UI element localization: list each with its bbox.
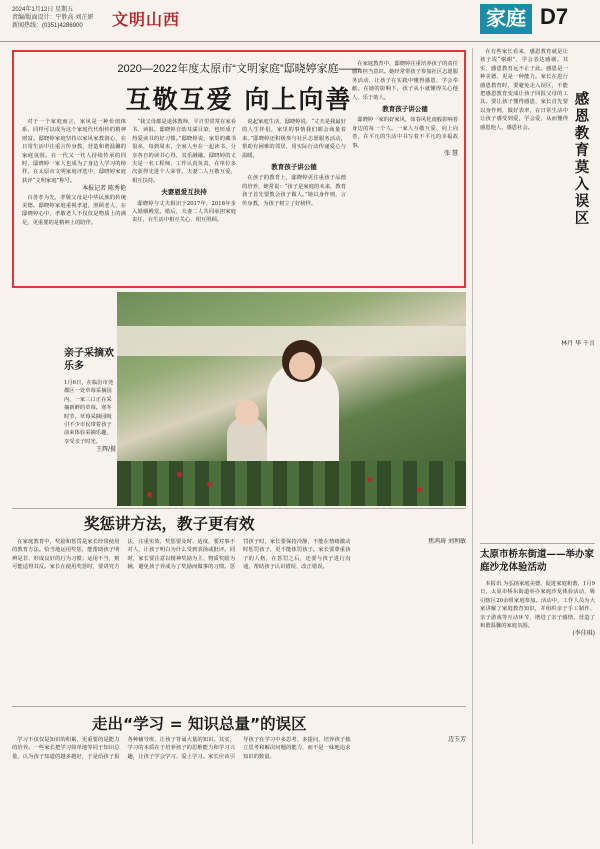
header-date: 2024年1月12日 星期五 [12,7,74,13]
photo-caption-title: 亲子采摘欢乐多 [64,348,114,372]
story3-body [12,736,466,844]
photo-credit: 王辉/摄 [95,446,116,454]
divider [480,543,595,544]
header-info [12,6,93,30]
child-face [235,400,259,426]
story1-lead: 对于一个家庭而言，家风是一种价值体系，同样可以成为这个家庭代代相传的精神财富。邸晓婷家庭坚持以家风家教润心，在日常生活中注重言传身教，营造和谐温馨的家庭氛围。在一代又一代人持续传承的同时，邸晓婷一家人也成为了身边人学习的榜样。在太原市文明家庭评选中，邸晓婷家庭获评“文明家庭”称号。 [22,119,126,184]
strawberry [417,487,422,492]
story2-headline: 奖惩讲方法，教子更有效 [84,515,255,533]
story1-column-2 [132,118,236,284]
story1-subhead: 教育孩子讲公德 [271,163,317,172]
right-story2-body [480,580,595,842]
strawberry [177,472,182,477]
story1-para: 百善孝为先，孝敬父母是中华民族的传统美德。邸晓婷家庭重视孝道，照顾老人，在邸晓婷心中，孝敬老人不仅仅是物质上的满足，更重要的是精神上的陪伴。 [22,194,126,226]
story3-headline: 走出“学习 = 知识总量”的误区 [92,715,307,733]
mother-face [289,352,315,380]
story1-para: 说起家庭生活，邸晓婷说，“丈夫是我最好的人生伴侣，家里的事情我们都会商量着来。”邸晓婷还积极参与社区志愿服务活动，帮助有困难的邻居，用实际行动传递爱心与温暖。 [242,119,346,159]
story3-author: 迈玉芳 [447,736,466,743]
story1-para: 在家庭教育中，邸晓婷注重培养孩子的责任感和担当意识。她经常带孩子参加社区志愿服务活动，让孩子在实践中懂得感恩、学会奉献。在她的影响下，孩子从小就懂得关心他人、乐于助人。 [352,61,458,101]
strawberry [147,492,152,497]
header-tel: 新闻热线：(0351)4286900 [12,23,83,29]
story1-headline: 互敬互爱 向上向善 [125,85,353,114]
masthead-logo: 文明山西 [112,10,181,29]
photo-caption [64,292,116,455]
photo-caption-text: 1月6日，在临汾市尧都区一处草莓采摘园内，一家三口正在采摘新鲜的草莓。寒冬时节，草莓采摘园吸引不少市民带着孩子前来体验采摘乐趣，享受亲子时光。 [64,380,114,445]
divider [12,508,466,509]
story2-text: 在家庭教育中，奖励和惩罚是家长经常使用的教育方法。恰当地运用奖惩，能帮助孩子明辨是非、形成良好的行为习惯；运用不当，则可能适得其反。家长在使用奖惩时，要讲究方法，注重实效，奖惩要及时、适度，要对事不对人，让孩子明白为什么受到表扬或批评。同时，家长要注意以精神奖励为主、物质奖励为辅，避免孩子养成为了奖励而做事的习惯。惩罚孩子时，家长要保持冷静，不能在情绪激动时惩罚孩子，更不能体罚孩子。家长要尊重孩子的人格，在惩罚之后，还要与孩子进行沟通，帮助孩子认识错误、改正错误。 [12,539,351,571]
story1-reporter: 本报记者 陈秀艳 [82,185,126,193]
strawberry-beds [117,461,466,506]
right-vertical-headline [574,92,590,228]
story1-para: 邸晓婷与丈夫相识于2017年，2018年步入婚姻殿堂。婚后，夫妻二人共同承担家庭责任，在生活中相互关心、相互照顾。 [132,200,236,224]
story1-subhead: 夫妻恩爱互扶持 [161,188,207,197]
right-story2-text: 本报讯 为弘扬家庭美德，促进家庭和谐，1月9日，太原市桥东街道举办家庭沙龙体验活动，吸引辖区20余组家庭参加。活动中，工作人员为大家讲解了家庭教育知识，并组织亲子手工制作、亲子游戏等互动环节，增进了亲子感情，营造了和谐温馨的家庭氛围。 [480,581,595,630]
header-editor: 责编/版面设计：宁胜高 刘芷妍 [12,15,94,21]
strawberry-picking-photo [117,292,466,506]
story1-para: “我父母都是退休教师，平日里常常在家看书、读报。邸晓婷自幼耳濡目染，也形成了热爱读书的好习惯。”邸晓婷说，家里的藏书很多，每到周末，全家人坐在一起读书，分享各自的读书心得，其乐融融。邸晓婷的丈夫是一名工程师，工作认真负责，在单位多次获得先进个人荣誉。夫妻二人互敬互爱，相互扶持。 [132,119,236,184]
page-header [0,0,600,42]
story1-kicker: 2020—2022年度太原市“文明家庭”邸晓婷家庭—— [117,63,361,75]
story1-subhead: 教育孩子讲公德 [382,105,428,114]
story1-column-3 [242,118,346,284]
featured-story-box [12,50,466,288]
right-vertical-headline-text: 感恩教育莫入误区 [574,92,590,227]
story2-body [12,538,466,706]
page-number: D7 [540,4,569,29]
column-divider [472,48,473,844]
strawberry [207,482,212,487]
story1-para: 在孩子的教育上，邸晓婷更注重孩子品德的培养，她常说：“孩子是家庭的未来，教育孩子首先要教会孩子做人。”她以身作则，言传身教，为孩子树立了好榜样。 [242,175,346,207]
story1-author: 张 慧 [444,150,458,158]
right-story-text: 在有些家长看来，感恩教育就是让孩子说“谢谢”，学会表达感谢。其实，感恩教育远不止于此。感恩是一种美德，更是一种能力。家长在进行感恩教育时，要避免走入误区，不能把感恩教育变成让孩子回报父母的工具。要让孩子懂得感恩，家长首先要以身作则，做好表率，在日常生活中让孩子感受到爱，学会爱，从而懂得感恩他人、感恩社会。 [480,49,568,131]
divider [12,706,466,707]
story1-column-1 [22,118,126,284]
story2-author: 焦鸿琦 刘利敏 [428,538,466,545]
story1-column-4 [352,60,458,284]
story1-para: 邸晓婷一家的好家风，如春风化雨般影响着身边的每一个人。一家人互敬互爱、向上向善，在平凡的生活中书写着不平凡的幸福故事。 [352,117,458,149]
right-story-author: 林丹 华 千言 [561,340,595,347]
right-story2-headline: 太原市桥东街道——举办家庭沙龙体验活动 [480,549,595,573]
section-badge: 家庭 [480,4,532,34]
right-story2-author: (李佳琪) [572,630,595,638]
right-story-col-b [480,340,595,540]
story3-text: 学习不仅仅是知识的积累，更重要的是能力的培养。一些家长把学习简单地等同于知识总量，认为孩子知道的越多越好，于是给孩子报各种辅导班，让孩子背诵大量的知识。其实，学习的本质在于培养孩子的思维能力和学习兴趣，让孩子学会学习、爱上学习。家长应该引导孩子在学习中多思考、多提问，培养孩子独立思考和解决问题的能力，而不是一味地追求知识的数量。 [12,737,351,760]
strawberry [367,477,372,482]
right-story-col-a [480,48,568,338]
